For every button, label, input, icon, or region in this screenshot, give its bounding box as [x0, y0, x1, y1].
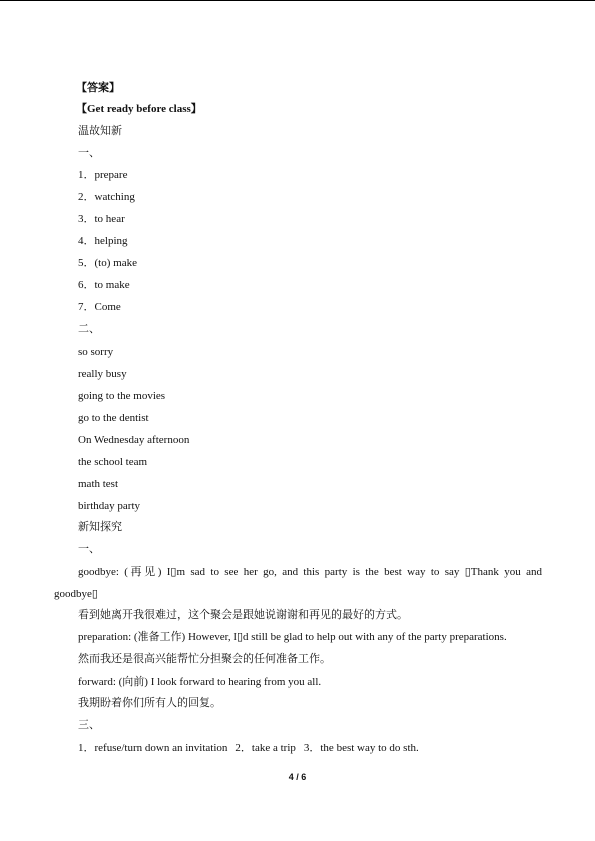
list-item: so sorry: [78, 346, 114, 358]
part3-label: 三、: [78, 719, 100, 731]
list-item: 7．Come: [78, 301, 121, 313]
page-top-rule: [0, 0, 595, 1]
list-item: math test: [78, 478, 119, 490]
list-item: 4．helping: [78, 235, 128, 247]
part1-label: 一、: [78, 147, 100, 159]
list-item: the school team: [78, 456, 148, 468]
part2-label: 二、: [78, 323, 100, 335]
list-item: 3．to hear: [78, 213, 125, 225]
phrase-item: 3．the best way to do sth.: [303, 742, 419, 754]
phrase-list: [78, 741, 419, 755]
phrase-item: 2．take a trip: [235, 742, 296, 754]
list-item: 6．to make: [78, 279, 130, 291]
review-heading: 温故知新: [78, 125, 122, 137]
preparation-translation: 然而我还是很高兴能帮忙分担聚会的任何准备工作。: [78, 653, 331, 665]
preparation-example: preparation: (准备工作) However, I▯d still be glad to help out with any of the party preparations.: [78, 631, 507, 643]
list-item: 2．watching: [78, 191, 135, 203]
goodbye-translation: 看到她离开我很难过，这个聚会是跟她说谢谢和再见的最好的方式。: [78, 609, 408, 621]
list-item: 1．prepare: [78, 169, 128, 181]
goodbye-example-line2: goodbye▯: [54, 588, 98, 600]
list-item: birthday party: [78, 500, 141, 512]
page-number: 4 / 6: [288, 772, 307, 782]
forward-example: forward: (向前) I look forward to hearing from you all.: [78, 676, 322, 688]
list-item: really busy: [78, 368, 127, 380]
explore-part1-label: 一、: [78, 543, 100, 555]
forward-translation: 我期盼着你们所有人的回复。: [78, 697, 221, 709]
answer-heading: 【答案】: [76, 82, 120, 94]
phrase-item: 1．refuse/turn down an invitation: [78, 742, 228, 754]
section-heading: 【Get ready before class】: [76, 103, 202, 115]
list-item: going to the movies: [78, 390, 166, 402]
list-item: go to the dentist: [78, 412, 149, 424]
list-item: On Wednesday afternoon: [78, 434, 190, 446]
list-item: 5．(to) make: [78, 257, 137, 269]
goodbye-example-line1: goodbye: (再见) I▯m sad to see her go, and this party is the best way to say ▯Thank you and: [78, 566, 542, 578]
explore-heading: 新知探究: [78, 521, 122, 533]
